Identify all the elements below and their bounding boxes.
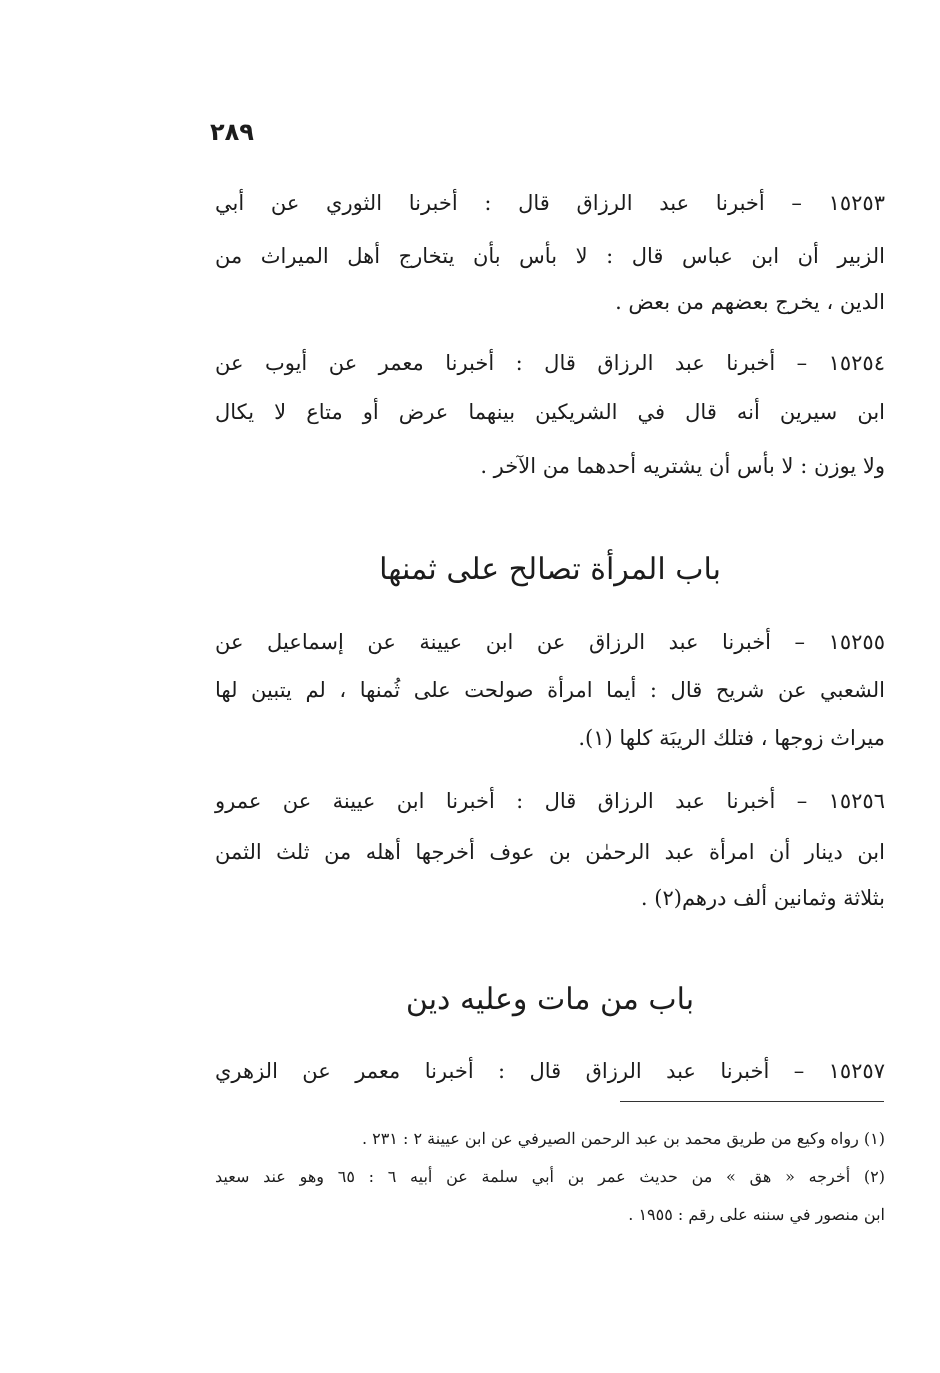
section-heading: باب من مات وعليه دين: [405, 982, 695, 1017]
text-line: ١٥٢٥٤ – أخبرنا عبد الرزاق قال : أخبرنا معمر عن أيوب عن: [215, 351, 885, 375]
footnote-line: (٢) أخرجه « هق » من حديث عمر بن أبي سلمة عن أبيه ٦ : ٦٥ وهو عند سعيد: [215, 1167, 886, 1186]
footnote-separator: [620, 1101, 884, 1102]
text-line: الدين ، يخرج بعضهم من بعض .: [615, 290, 885, 314]
text-line: ١٥٢٥٦ – أخبرنا عبد الرزاق قال : أخبرنا ابن عيينة عن عمرو: [215, 789, 885, 813]
text-line: ابن دينار أن امرأة عبد الرحمٰن بن عوف أخرجها أهله من ثلث الثمن: [215, 840, 885, 864]
text-line: ١٥٢٥٧ – أخبرنا عبد الرزاق قال : أخبرنا معمر عن الزهري: [215, 1059, 885, 1083]
footnote-line: ابن منصور في سننه على رقم : ١٩٥٥ .: [628, 1205, 885, 1224]
text-line: ابن سيرين أنه قال في الشريكين بينهما عرض أو متاع لا يكال: [215, 400, 885, 424]
page-number: ٢٨٩: [210, 118, 254, 146]
section-heading: باب المرأة تصالح على ثمنها: [379, 552, 721, 587]
footnote-line: (١) رواه وكيع من طريق محمد بن عبد الرحمن الصيرفي عن ابن عيينة ٢ : ٢٣١ .: [361, 1129, 885, 1148]
text-line: الزبير أن ابن عباس قال : لا بأس بأن يتخارج أهل الميراث من: [215, 244, 885, 268]
text-line: ١٥٢٥٣ – أخبرنا عبد الرزاق قال : أخبرنا الثوري عن أبي: [215, 191, 885, 215]
text-line: ١٥٢٥٥ – أخبرنا عبد الرزاق عن ابن عيينة عن إسماعيل عن: [215, 630, 885, 654]
text-line: بثلاثة وثمانين ألف درهم(٢) .: [640, 886, 885, 910]
text-line: ميراث زوجها ، فتلك الريبَة كلها (١).: [578, 726, 885, 750]
text-line: ولا يوزن : لا بأس أن يشتريه أحدهما من الآخر .: [480, 454, 885, 478]
text-line: الشعبي عن شريح قال : أيما امرأة صولحت على ثُمنها ، لم يتبين لها: [215, 678, 885, 702]
